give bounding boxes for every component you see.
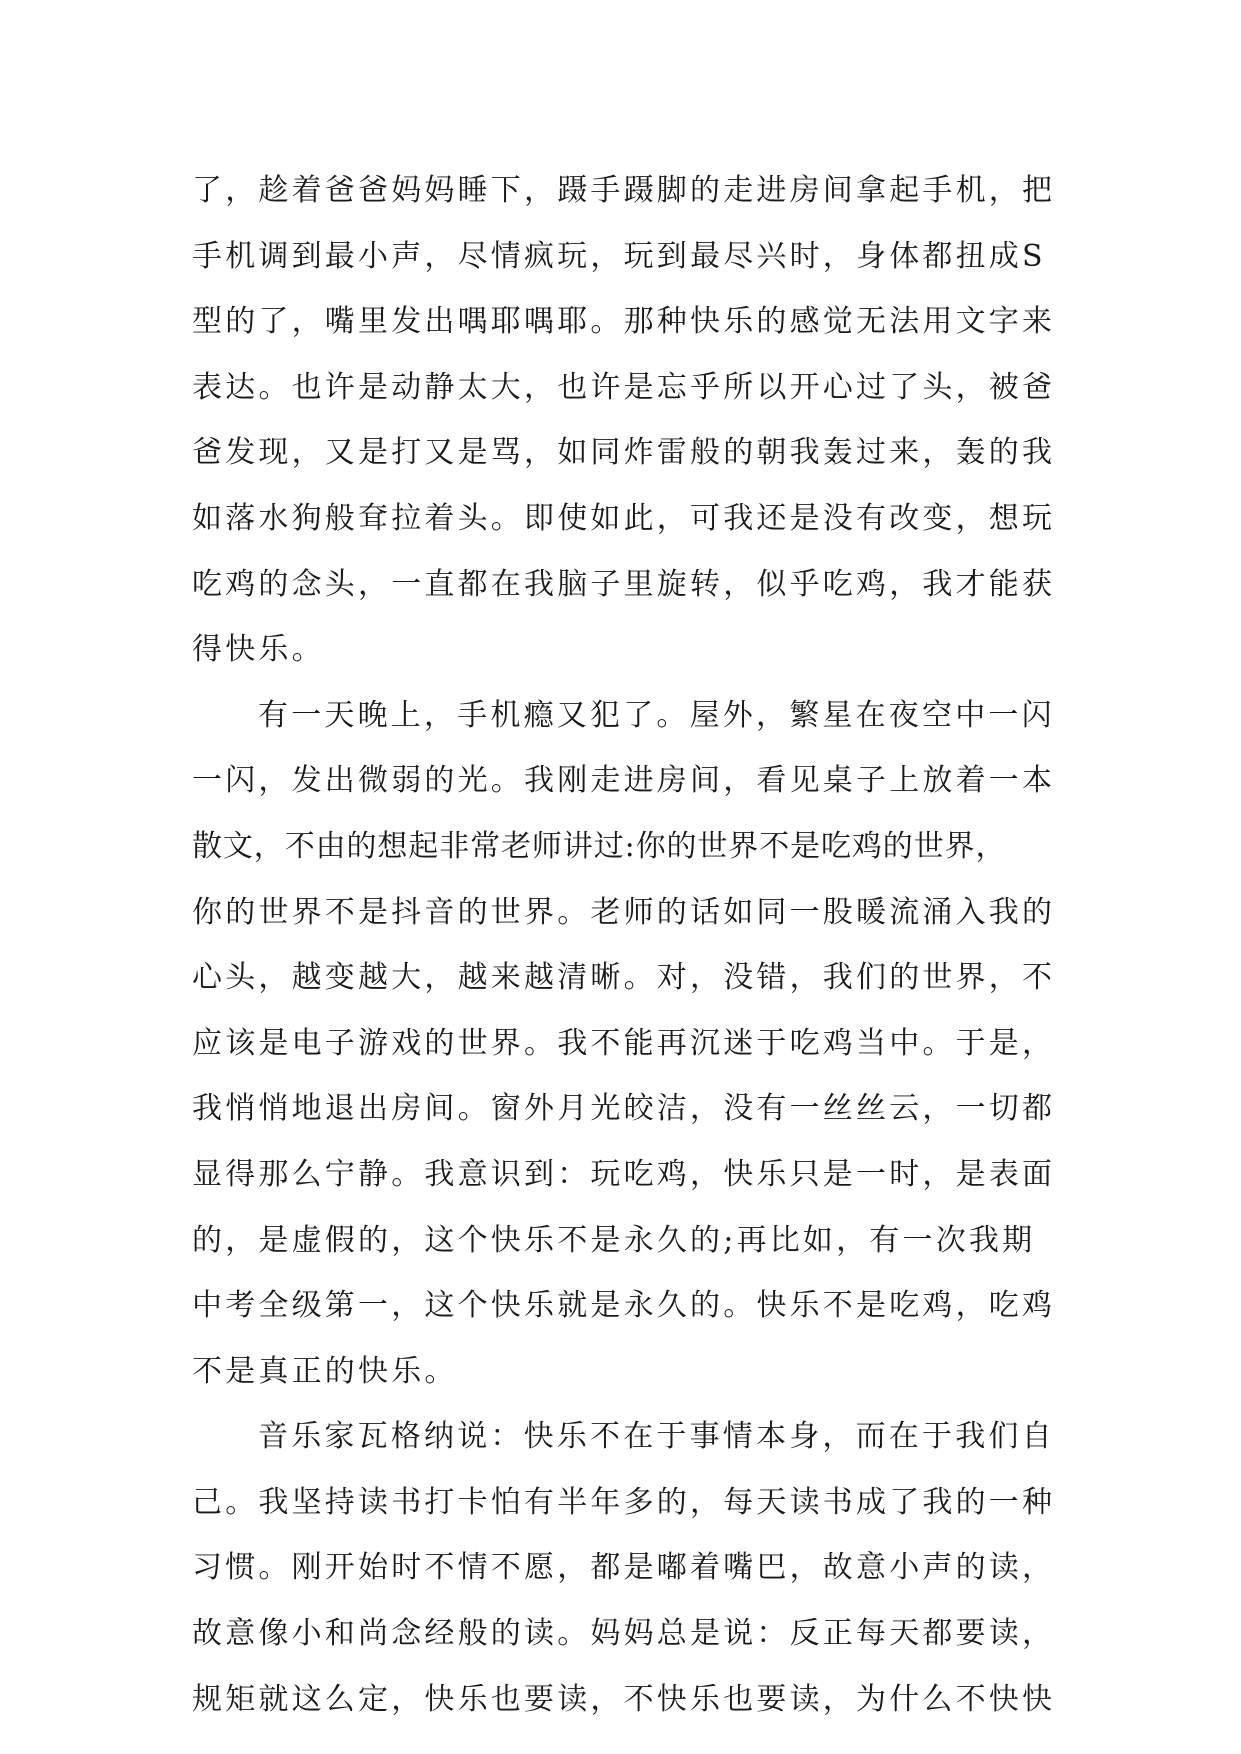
text-line: 不是真正的快乐。 [192, 1353, 458, 1389]
text-line: 手机调到最小声，尽情疯玩，玩到最尽兴时，身体都扭成S [192, 238, 1046, 274]
paragraph-first-line: 音乐家瓦格纳说：快乐不在于事情本身，而在于我们自 [258, 1419, 1055, 1455]
text-line: 我悄悄地退出房间。窗外月光皎洁，没有一丝丝云，一切都 [192, 1091, 1056, 1127]
text-line: 中考全级第一，这个快乐就是永久的。快乐不是吃鸡，吃鸡 [192, 1288, 1056, 1324]
text-line: 己。我坚持读书打卡怕有半年多的，每天读书成了我的一种 [192, 1484, 1056, 1520]
text-line: 吃鸡的念头，一直都在我脑子里旋转，似乎吃鸡，我才能获 [192, 566, 1056, 602]
text-line: 了，趁着爸爸妈妈睡下，蹑手蹑脚的走进房间拿起手机，把 [192, 173, 1056, 208]
essay-body [192, 158, 1056, 1732]
paragraph-first-line: 有一天晚上，手机瘾又犯了。屋外，繁星在夜空中一闪 [258, 697, 1055, 733]
text-line: 应该是电子游戏的世界。我不能再沉迷于吃鸡当中。于是， [192, 1025, 1056, 1061]
text-line: 习惯。刚开始时不情不愿，都是嘟着嘴巴，故意小声的读， [192, 1550, 1056, 1586]
text-line: 表达。也许是动静太大，也许是忘乎所以开心过了头，被爸 [192, 369, 1056, 405]
text-line: 一闪，发出微弱的光。我刚走进房间，看见桌子上放着一本 [192, 763, 1056, 799]
text-line: 的，是虚假的，这个快乐不是永久的;再比如，有一次我期 [192, 1222, 1036, 1258]
text-line: 如落水狗般耷拉着头。即使如此，可我还是没有改变，想玩 [192, 500, 1056, 536]
text-line: 爸发现，又是打又是骂，如同炸雷般的朝我轰过来，轰的我 [192, 435, 1056, 471]
text-line: 你的世界不是抖音的世界。老师的话如同一股暖流涌入我的 [192, 894, 1056, 930]
text-line: 散文，不由的想起非常老师讲过:你的世界不是吃鸡的世界， [192, 828, 1007, 864]
text-line: 故意像小和尚念经般的读。妈妈总是说：反正每天都要读， [192, 1616, 1056, 1652]
text-line: 心头，越变越大，越来越清晰。对，没错，我们的世界，不 [192, 960, 1056, 996]
text-line: 得快乐。 [192, 632, 325, 668]
text-line: 型的了，嘴里发出喁耶喁耶。那种快乐的感觉无法用文字来 [192, 304, 1056, 340]
text-line: 规矩就这么定，快乐也要读，不快乐也要读，为什么不快快 [192, 1681, 1056, 1717]
text-line: 显得那么宁静。我意识到：玩吃鸡，快乐只是一时，是表面 [192, 1156, 1056, 1192]
